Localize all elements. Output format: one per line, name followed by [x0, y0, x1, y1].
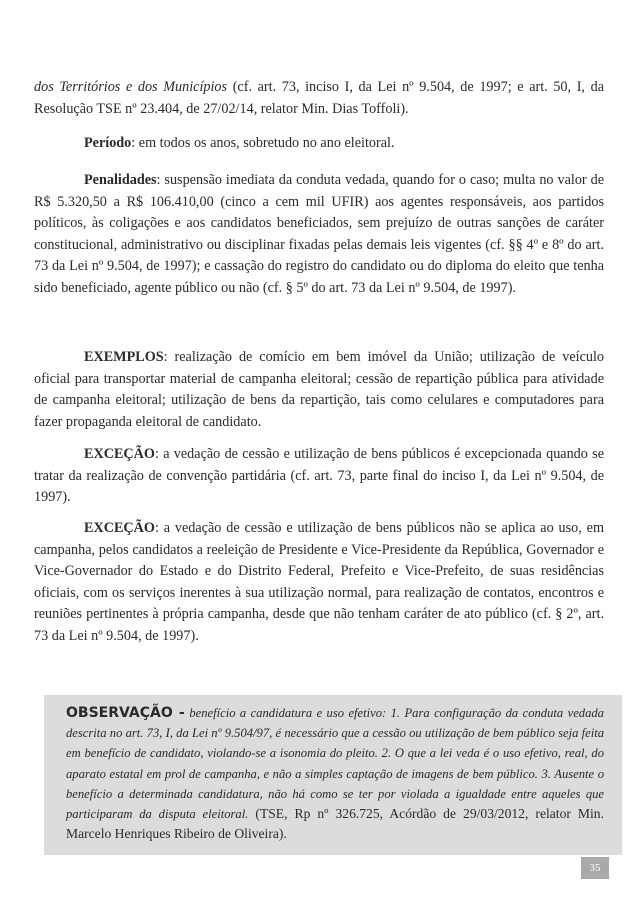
- observation-label: OBSERVAÇÃO -: [66, 705, 185, 721]
- excecao-paragraph-1: [34, 444, 604, 509]
- page-number: 35: [581, 857, 609, 879]
- periodo-text: : em todos os anos, sobretudo no ano eleitoral.: [131, 135, 395, 151]
- excecao-label-1: EXCEÇÃO: [84, 446, 155, 462]
- penalidades-paragraph: [34, 170, 604, 300]
- excecao-text-1: : a vedação de cessão e utilização de bens públicos é excepcionada quando se tratar da realização de convenção partidária (cf. art. 73, parte final do inciso I, da Lei nº 9.504, de 1997).: [34, 446, 604, 506]
- exemplos-text: : realização de comício em bem imóvel da União; utilização de veículo oficial para transportar material de campanha eleitoral; cessão de repartição pública para atividade de campanha eleitoral; utilização de bens da repartição, tais como celulares e computadores para fazer propaganda eleitoral de candidato.: [34, 349, 604, 430]
- exemplos-label: EXEMPLOS: [84, 349, 164, 365]
- observation-citation: (TSE, Rp nº 326.725, Acórdão de 29/03/2012, relator Min. Marcelo Henriques Ribeiro de Oliveira).: [66, 806, 604, 842]
- intro-paragraph: [34, 77, 604, 120]
- exemplos-paragraph: [34, 347, 604, 433]
- observation-italic: benefício a candidatura e uso efetivo: 1. Para configuração da conduta vedada descrita no art. 73, I, da Lei nº 9.504/97, é necessário que a cessão ou utilização de bem público seja feita em benefício de candidato, violando-se a isonomia do pleito. 2. O que a lei veda é o uso efetivo, real, do aparato estatal em prol de campanha, e não a simples captação de imagens de bem público. 3. Ausente o benefício a determinada candidatura, não há como se ter por violada a igualdade entre aqueles que participaram da disputa eleitoral.: [66, 706, 604, 822]
- intro-text: (cf. art. 73, inciso I, da Lei nº 9.504, de 1997; e art. 50, I, da Resolução TSE nº 23.404, de 27/02/14, relator Min. Dias Toffoli).: [34, 79, 604, 117]
- observation-paragraph: [66, 703, 604, 844]
- excecao-text-2: : a vedação de cessão e utilização de bens públicos não se aplica ao uso, em campanha, pelos candidatos a reeleição de Presidente e Vice-Presidente da República, Governador e Vice-Governador do Estado e do Distrito Federal, Prefeito e Vice-Prefeito, de suas residências oficiais, com os serviços inerentes à sua utilização normal, para realização de contatos, encontros e reuniões pertinentes à própria campanha, desde que não tenham caráter de ato público (cf. § 2º, art. 73 da Lei nº 9.504, de 1997).: [34, 520, 604, 644]
- excecao-label-2: EXCEÇÃO: [84, 520, 155, 536]
- penalidades-text: : suspensão imediata da conduta vedada, quando for o caso; multa no valor de R$ 5.320,50 a R$ 106.410,00 (cinco a cem mil UFIR) aos agentes responsáveis, aos partidos políticos, às coligações e aos candidatos beneficiados, sem prejuízo de outras sanções de caráter constitucional, administrativo ou disciplinar fixadas pelas demais leis vigentes (cf. §§ 4º e 8º do art. 73 da Lei nº 9.504, de 1997); e cassação do registro do candidato ou do diploma do eleito que tenha sido beneficiado, agente público ou não (cf. § 5º do art. 73 da Lei nº 9.504, de 1997).: [34, 172, 604, 296]
- intro-italic: dos Territórios e dos Municípios: [34, 79, 228, 95]
- observation-box: [44, 695, 622, 855]
- excecao-paragraph-2: [34, 518, 604, 648]
- periodo-label: Período: [84, 135, 132, 151]
- periodo-paragraph: [34, 133, 604, 155]
- penalidades-label: Penalidades: [84, 172, 157, 188]
